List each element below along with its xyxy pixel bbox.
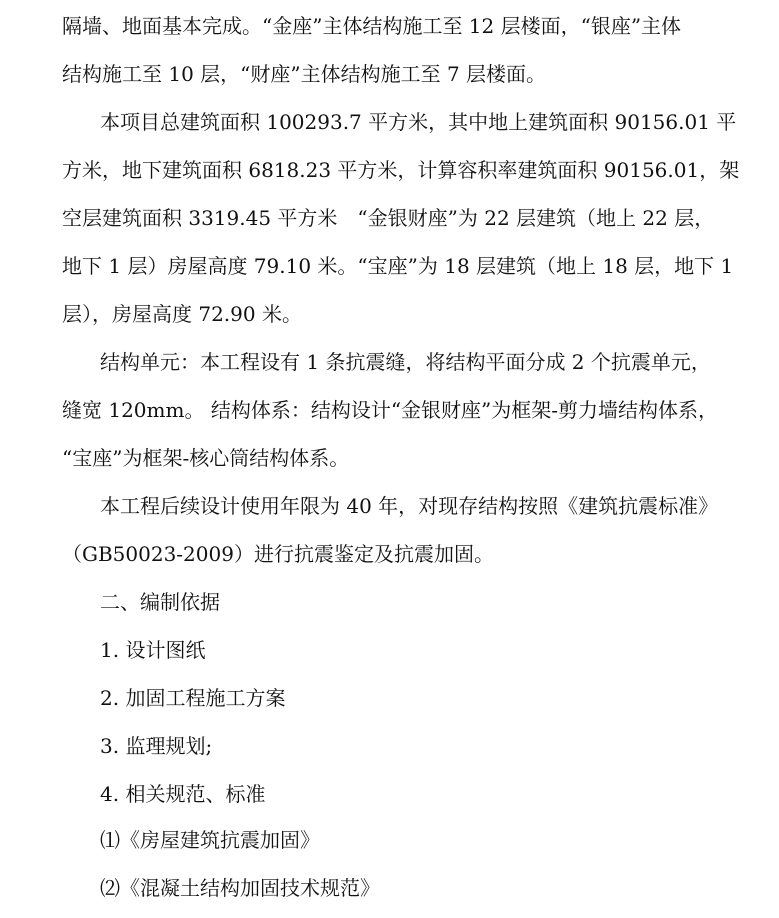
- list-item: 2. 加固工程施工方案: [100, 686, 286, 710]
- list-item: 3. 监理规划;: [100, 734, 213, 758]
- section-heading: 二、编制依据: [100, 590, 220, 614]
- paragraph-line: （GB50023-2009）进行抗震鉴定及抗震加固。: [62, 542, 494, 566]
- paragraph-line: 缝宽 120mm。 结构体系：结构设计“金银财座”为框架-剪力墙结构体系，: [62, 398, 719, 422]
- paragraph-line: 结构施工至 10 层，“财座”主体结构施工至 7 层楼面。: [62, 62, 547, 86]
- paragraph-line: 方米，地下建筑面积 6818.23 平方米，计算容积率建筑面积 90156.01，架: [62, 158, 740, 182]
- list-item: 4. 相关规范、标准: [100, 782, 266, 806]
- paragraph-line: “宝座”为框架-核心筒结构体系。: [62, 446, 350, 470]
- paragraph-line: 层），房屋高度 72.90 米。: [62, 302, 302, 326]
- paragraph-line: 本项目总建筑面积 100293.7 平方米，其中地上建筑面积 90156.01 平: [100, 110, 737, 134]
- list-item: 1. 设计图纸: [100, 638, 206, 662]
- paragraph-line: 本工程后续设计使用年限为 40 年，对现存结构按照《建筑抗震标准》: [100, 494, 719, 518]
- paragraph-line: 空层建筑面积 3319.45 平方米 “金银财座”为 22 层建筑（地上 22 层，: [62, 206, 715, 230]
- paragraph-line: 隔墙、地面基本完成。“金座”主体结构施工至 12 层楼面，“银座”主体: [62, 14, 682, 38]
- sub-list-item: ⑵《混凝土结构加固技术规范》: [100, 876, 380, 900]
- sub-list-item: ⑴《房屋建筑抗震加固》: [100, 828, 320, 852]
- paragraph-line: 结构单元：本工程设有 1 条抗震缝，将结构平面分成 2 个抗震单元，: [100, 350, 711, 374]
- paragraph-line: 地下 1 层）房屋高度 79.10 米。“宝座”为 18 层建筑（地上 18 层，地下 1: [62, 254, 734, 278]
